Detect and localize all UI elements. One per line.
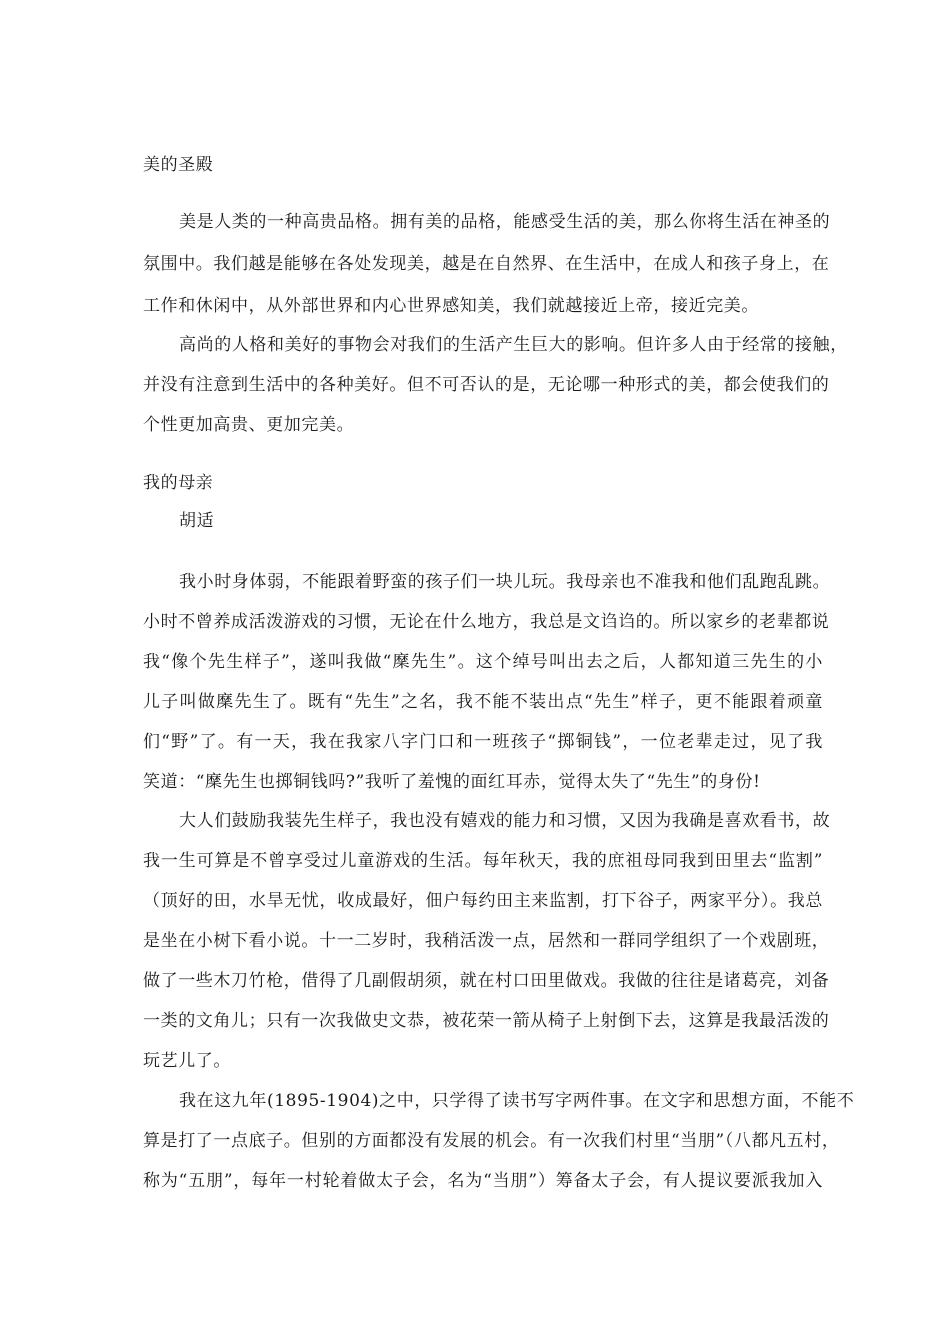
paragraph-line: 工作和休闲中，从外部世界和内心世界感知美，我们就越接近上帝，接近完美。 (143, 296, 759, 316)
paragraph-line: 大人们鼓励我装先生样子，我也没有嬉戏的能力和习惯，又因为我确是喜欢看书，故 (179, 811, 831, 831)
paragraph-line: 笑道：“穈先生也掷铜钱吗?”我听了羞愧的面红耳赤，觉得太失了“先生”的身份! (143, 772, 761, 792)
paragraph-line: 做了一些木刀竹枪，借得了几副假胡须，就在村口田里做戏。我做的往往是诸葛亮，刘备 (143, 971, 830, 991)
paragraph-line: 个性更加高贵、更加完美。 (143, 415, 355, 435)
paragraph-line: （顶好的田，水旱无忧，收成最好，佃户每约田主来监割，打下谷子，两家平分）。我总 (143, 891, 823, 911)
section-title: 我的母亲 (143, 473, 214, 493)
paragraph-line: 我在这九年(1895-1904)之中，只学得了读书写字两件事。在文字和思想方面，不能不 (179, 1091, 855, 1111)
section-title: 美的圣殿 (143, 155, 214, 175)
paragraph-line: 算是打了一点底子。但别的方面都没有发展的机会。有一次我们村里“当朋”（八都凡五村， (143, 1131, 840, 1151)
paragraph-line: 氛围中。我们越是能够在各处发现美，越是在自然界、在生活中，在成人和孩子身上，在 (143, 254, 830, 274)
paragraph-line: 小时不曾养成活泼游戏的习惯，无论在什么地方，我总是文诌诌的。所以家乡的老辈都说 (143, 612, 830, 632)
paragraph-line: 一类的文角儿；只有一次我做史文恭，被花荣一箭从椅子上射倒下去，这算是我最活泼的 (143, 1011, 830, 1031)
paragraph-line: 我一生可算是不曾享受过儿童游戏的生活。每年秋天，我的庶祖母同我到田里去“监割” (143, 851, 823, 871)
paragraph-line: 称为“五朋”，每年一村轮着做太子会，名为“当朋”）筹备太子会，有人提议要派我加入 (143, 1171, 823, 1191)
paragraph-line: 高尚的人格和美好的事物会对我们的生活产生巨大的影响。但许多人由于经常的接触， (179, 335, 848, 355)
paragraph-line: 美是人类的一种高贵品格。拥有美的品格，能感受生活的美，那么你将生活在神圣的 (179, 212, 831, 232)
paragraph-line: 是坐在小树下看小说。十一二岁时，我稍活泼一点，居然和一群同学组织了一个戏剧班， (143, 931, 830, 951)
author-name: 胡适 (179, 511, 215, 531)
paragraph-line: 并没有注意到生活中的各种美好。但不可否认的是，无论哪一种形式的美，都会使我们的 (143, 375, 830, 395)
paragraph-line: 玩艺儿了。 (143, 1051, 231, 1071)
paragraph-line: 儿子叫做穈先生了。既有“先生”之名，我不能不装出点“先生”样子，更不能跟着顽童 (143, 692, 823, 712)
paragraph-line: 我“像个先生样子”，遂叫我做“穈先生”。这个绰号叫出去之后，人都知道三先生的小 (143, 652, 823, 672)
paragraph-line: 们“野”了。有一天，我在我家八字门口和一班孩子“掷铜钱”，一位老辈走过，见了我 (143, 732, 823, 752)
paragraph-line: 我小时身体弱，不能跟着野蛮的孩子们一块儿玩。我母亲也不准我和他们乱跑乱跳。 (179, 572, 831, 592)
